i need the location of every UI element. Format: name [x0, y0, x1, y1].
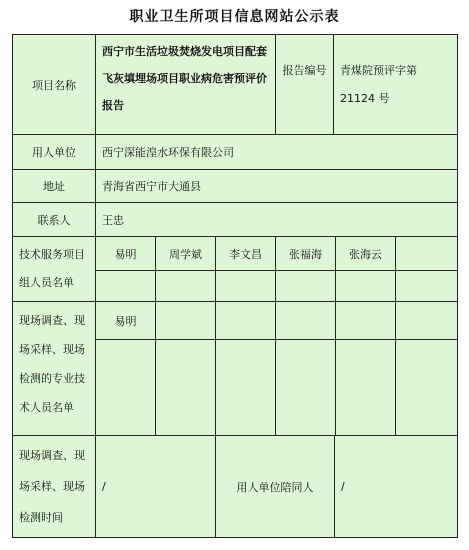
field-staff-empty: [395, 339, 458, 436]
team-member: 易明: [95, 236, 156, 271]
project-name-value: 西宁市生活垃圾焚烧发电项目配套飞灰填埋场项目职业病危害预评价报告: [95, 34, 276, 135]
team-member-empty: [335, 270, 396, 302]
employer-value: 西宁深能湟水环保有限公司: [95, 134, 458, 170]
report-no-value: 青煤院预评字第 21124 号: [340, 64, 417, 105]
field-staff-empty: [335, 339, 396, 436]
team-member: 张福海: [275, 236, 336, 271]
field-time-label-cell: [12, 435, 96, 538]
address-value: 青海省西宁市大通县: [95, 169, 458, 203]
employer-label: 用人单位: [12, 134, 96, 170]
field-staff-empty: [275, 339, 336, 436]
team-member-empty: [395, 270, 458, 302]
page-title: 职业卫生所项目信息网站公示表: [129, 9, 340, 25]
report-no-label-cell: [275, 34, 334, 135]
team-member-empty: [275, 270, 336, 302]
team-member-empty: [395, 236, 458, 271]
team-member: 张海云: [335, 236, 396, 271]
field-time-label: 现场调查、现场采样、现场检测时间: [19, 449, 85, 524]
team-member: 李文昌: [215, 236, 276, 271]
field-time-value: /: [95, 435, 216, 538]
contact-label: 联系人: [12, 202, 96, 237]
report-no-value-cell: [333, 34, 458, 135]
team-member-empty: [155, 270, 216, 302]
team-label-cell: [12, 236, 96, 302]
project-name-label: 项目名称: [12, 34, 96, 135]
address-label: 地址: [12, 169, 96, 203]
team-member-empty: [215, 270, 276, 302]
field-staff-label: 现场调查、现场采样、现场检测的专业技术人员名单: [19, 314, 85, 414]
field-staff-empty: [155, 339, 216, 436]
field-staff-empty: [335, 301, 396, 340]
field-staff-empty: [95, 339, 156, 436]
companion-value: /: [334, 435, 458, 538]
field-staff-empty: [155, 301, 216, 340]
team-label: 技术服务项目组人员名单: [19, 248, 85, 289]
field-staff-empty: [395, 301, 458, 340]
field-staff-label-cell: [12, 301, 96, 436]
field-staff-member: 易明: [95, 301, 156, 340]
field-staff-empty: [215, 301, 276, 340]
team-member: 周学斌: [155, 236, 216, 271]
field-staff-empty: [275, 301, 336, 340]
team-member-empty: [95, 270, 156, 302]
companion-label: 用人单位陪同人: [215, 435, 335, 538]
report-no-label: 报告编号: [282, 64, 327, 77]
field-staff-empty: [215, 339, 276, 436]
contact-value: 王忠: [95, 202, 458, 237]
